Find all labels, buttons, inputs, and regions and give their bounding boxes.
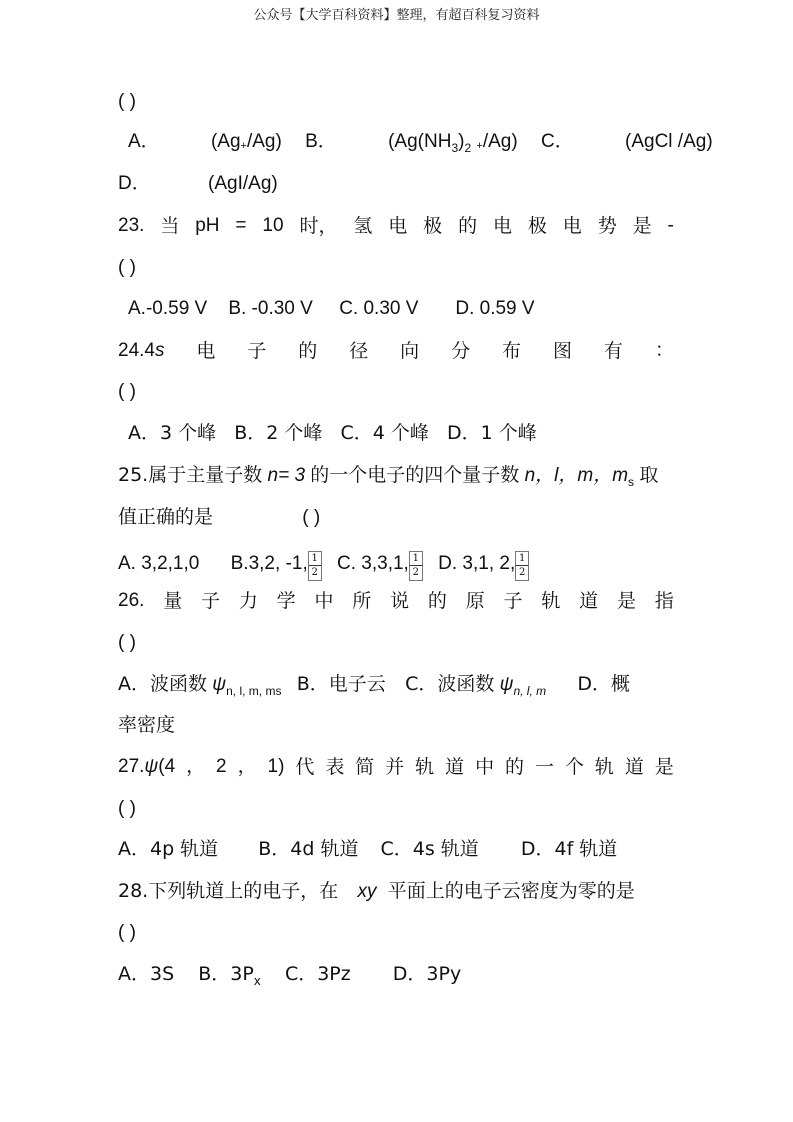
answer-paren: ( ) [118,632,136,653]
q25-mid: 的一个电子的四个量子数 [310,464,520,486]
q27-question: 27.ψ(4 ， 2 ， 1) 代 表 简 并 轨 道 中 的 一 个 轨 道 是 [118,756,674,778]
q25-vars: n，l，m，m [524,465,629,486]
q26-option-c-sub: n, l, m [513,684,547,698]
answer-paren: ( ) [118,91,136,112]
q26-option-c-label: C．波函数 [405,673,495,695]
q22-option-a-label: A． [128,131,160,152]
q23-question: 23. 当 pH = 10 时， 氢 电 极 的 电 极 电 势 是 - [118,215,674,237]
q27-option-a: A．4p 轨道 [118,838,219,860]
page-header: 公众号【大学百科资料】整理，有超百科复习资料 [253,8,540,23]
q28-option-c: C．3Pz [284,963,351,985]
q28-var: xy [357,881,377,902]
q26-option-d-label: D．概 [577,673,631,695]
q28-prefix: 28.下列轨道上的电子，在 [118,880,339,902]
q26-question: 26. 量 子 力 学 中 所 说 的 原 子 轨 道 是 指 [118,590,674,612]
q25-options [118,551,529,581]
q25-question-line2 [118,505,320,530]
q22-option-a: $(Ag_+/Ag)$ [210,131,282,152]
q25-option-c: C. 3,3,1, [337,553,409,574]
q25-option-b: B.3,2, -1, [230,553,308,574]
q28-option-a: A．3S [118,963,175,985]
q22-options [128,130,713,160]
answer-paren: ( ) [302,507,321,528]
q24-question: 24.4s 电 子 的 径 向 分 布 图 有 ： [118,340,674,362]
q22-option-c-label: C． [541,131,574,152]
q27-options [118,837,617,861]
q28-option-b: B．3P [198,963,254,985]
q24-options: A．3 个峰 B．2 个峰 C．4 个峰 D．1 个峰 [128,422,537,444]
q22-option-b-label: B． [305,131,337,152]
psi-symbol: ψ [499,674,514,695]
q28-suffix: 平面上的电子云密度为零的是 [387,880,635,902]
q22-option-c: (AgCl /Ag) [625,131,713,152]
q28-option-d: D．3Py [392,963,462,985]
fraction-half: $\frac{1}{2}$ [515,551,529,581]
q25-n: n= 3 [267,465,306,486]
q22-option-b: ($Ag(NH_3)_2$ $_+$/Ag) [388,131,518,155]
q28-option-b-sub: x [253,974,261,988]
fraction-half: $\frac{1}{2}$ [308,551,322,581]
q27-option-d: D．4f 轨道 [520,838,618,860]
q26-option-a-label: A．波函数 [118,673,207,695]
q25-option-d: D. 3,1, 2, [438,553,516,574]
q26-option-b: B．电子云 [296,673,386,695]
q26-option-a-sub: n, l, m, ms [226,684,282,698]
q23-options: A.-0.59 V B. -0.30 V C. 0.30 V D. 0.59 V [128,298,535,319]
answer-paren: ( ) [118,257,136,278]
fraction-half: $\frac{1}{2}$ [409,551,423,581]
q26-line2: 率密度 [118,714,176,736]
q25-line2-text: 值正确的是 [118,506,214,528]
q25-question [118,463,658,494]
q25-sub: s [628,475,635,489]
q25-suffix: 取 [639,464,659,486]
answer-paren: ( ) [118,922,136,943]
q26-options [118,672,630,703]
q22-option-d: (AgI/Ag) [208,173,278,194]
q25-prefix: 25.属于主量子数 [118,464,263,486]
psi-symbol: ψ [212,674,227,695]
q28-options [118,962,461,993]
q22-option-d-row [118,172,278,196]
q28-question [118,879,635,904]
q27-option-b: B．4d 轨道 [258,838,359,860]
q22-option-d-label: D． [118,173,151,194]
q27-option-c: C．4s 轨道 [380,838,479,860]
answer-paren: ( ) [118,798,136,819]
q25-option-a: A. 3,2,1,0 [118,553,200,574]
answer-paren: ( ) [118,381,136,402]
